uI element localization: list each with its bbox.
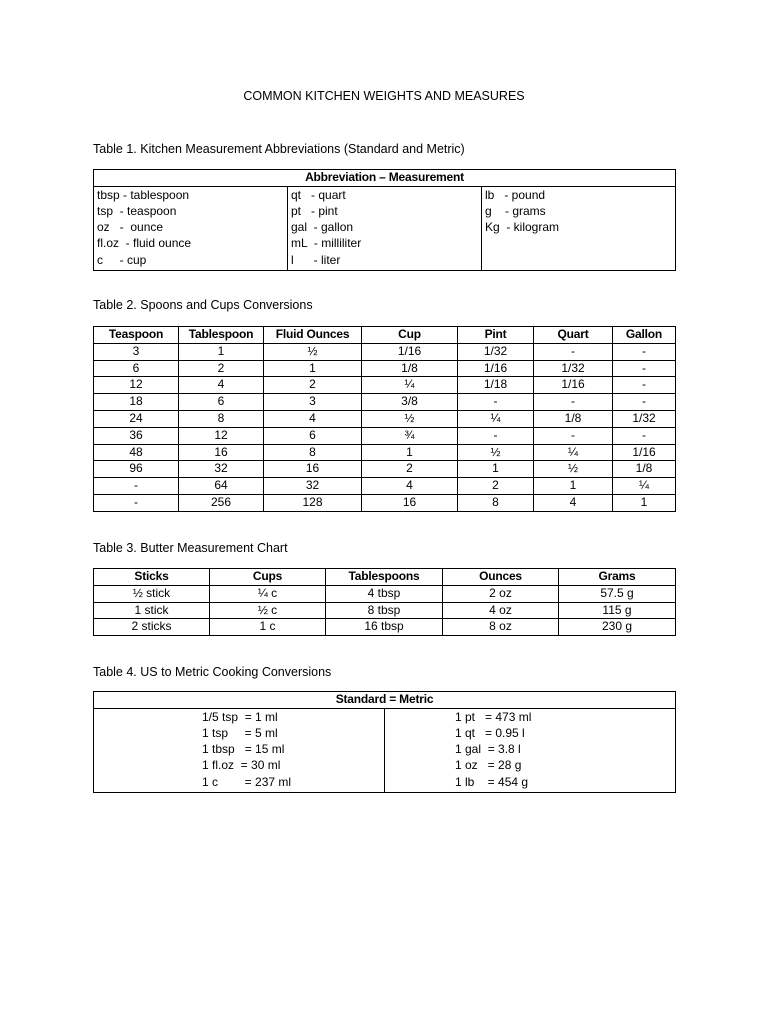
table-cell: - (458, 394, 534, 411)
table-cell: 1/8 (613, 461, 676, 478)
us-metric-table-header: Standard = Metric (94, 692, 676, 709)
table-cell: 1 (458, 461, 534, 478)
abbreviation-entry: oz - ounce (97, 220, 164, 235)
table-cell: ¼ c (210, 585, 326, 602)
conversion-entry: 1 c = 237 ml (202, 774, 292, 789)
table-cell: ½ c (210, 602, 326, 619)
conversion-entry: 1 qt = 0.95 l (455, 726, 525, 740)
table-cell: 3 (94, 343, 179, 360)
table-cell: 1 (534, 478, 613, 495)
table-cell: 1/16 (458, 360, 534, 377)
table-cell: 1/32 (613, 410, 676, 427)
table-cell: 2 (458, 478, 534, 495)
table-cell: 8 (264, 444, 362, 461)
table-row (94, 585, 676, 602)
table-cell: 8 oz (443, 619, 559, 636)
abbreviation-entry: qt - quart (291, 187, 346, 202)
table-cell: - (613, 360, 676, 377)
butter-table (93, 568, 676, 636)
conversion-entry: 1/5 tsp = 1 ml (202, 709, 278, 724)
table-header-row (94, 327, 676, 344)
table-cell: 230 g (559, 619, 676, 636)
table-cell: - (534, 427, 613, 444)
abbreviations-column-2 (288, 186, 482, 270)
table-cell: 2 sticks (94, 619, 210, 636)
table-cell: 48 (94, 444, 179, 461)
table-cell: 24 (94, 410, 179, 427)
conversion-entry: 1 lb = 454 g (455, 774, 529, 789)
table1-caption: Table 1. Kitchen Measurement Abbreviations (Standard and Metric) (93, 142, 465, 156)
table-cell: 128 (264, 494, 362, 511)
table-cell: 1 stick (94, 602, 210, 619)
table-cell: 36 (94, 427, 179, 444)
table-cell: 1/8 (362, 360, 458, 377)
table-row (94, 360, 676, 377)
table-cell: 6 (94, 360, 179, 377)
table-cell: 16 (264, 461, 362, 478)
table-cell: ¼ (534, 444, 613, 461)
abbreviation-entry: l - liter (291, 252, 341, 267)
table-cell: 1/16 (362, 343, 458, 360)
table-cell: 4 (264, 410, 362, 427)
table-cell: 6 (179, 394, 264, 411)
abbreviation-entry: c - cup (97, 252, 147, 267)
table-cell: 1 (613, 494, 676, 511)
table-cell: 1/32 (458, 343, 534, 360)
table-cell: ½ (458, 444, 534, 461)
conversion-entry: 1 gal = 3.8 l (455, 742, 521, 757)
column-header: Fluid Ounces (264, 327, 362, 344)
column-header: Cup (362, 327, 458, 344)
table-cell: ¾ (362, 427, 458, 444)
table-cell: 4 (362, 478, 458, 495)
abbreviation-entry: pt - pint (291, 204, 338, 218)
table-cell: 12 (94, 377, 179, 394)
table-cell: ½ (534, 461, 613, 478)
column-header: Tablespoon (179, 327, 264, 344)
table-cell: 1/8 (534, 410, 613, 427)
column-header: Quart (534, 327, 613, 344)
table-cell: 18 (94, 394, 179, 411)
table-row (94, 602, 676, 619)
abbreviation-entry: tsp - teaspoon (97, 204, 177, 218)
table-cell: 16 tbsp (326, 619, 443, 636)
table-cell: - (613, 343, 676, 360)
abbreviation-entry: gal - gallon (291, 220, 354, 235)
table-cell: - (94, 478, 179, 495)
table-header-row (94, 569, 676, 586)
table-cell: 16 (362, 494, 458, 511)
conversion-entry: 1 pt = 473 ml (455, 709, 532, 724)
column-header: Ounces (443, 569, 559, 586)
table-cell: 1/16 (613, 444, 676, 461)
table-cell: 1/18 (458, 377, 534, 394)
table-cell: ½ (264, 343, 362, 360)
conversion-entry: 1 tbsp = 15 ml (202, 742, 285, 757)
table-cell: 32 (179, 461, 264, 478)
table-cell: - (613, 377, 676, 394)
table-cell: 12 (179, 427, 264, 444)
table-cell: - (94, 494, 179, 511)
abbreviation-entry: Kg - kilogram (485, 220, 560, 235)
table-cell: 115 g (559, 602, 676, 619)
document-title: COMMON KITCHEN WEIGHTS AND MEASURES (243, 89, 525, 103)
table-cell: 4 tbsp (326, 585, 443, 602)
table-cell: 1/16 (534, 377, 613, 394)
table-cell: 256 (179, 494, 264, 511)
us-metric-column-2 (385, 708, 676, 792)
table-cell: 1 (264, 360, 362, 377)
abbreviation-entry: g - grams (485, 204, 546, 218)
table-cell: 2 oz (443, 585, 559, 602)
table-cell: 8 (458, 494, 534, 511)
column-header: Tablespoons (326, 569, 443, 586)
table-row (94, 343, 676, 360)
table-row (94, 478, 676, 495)
table-cell: 2 (179, 360, 264, 377)
table-cell: 4 (179, 377, 264, 394)
table-row (94, 494, 676, 511)
table-row (94, 461, 676, 478)
abbreviation-entry: tbsp - tablespoon (97, 187, 190, 202)
us-metric-column-1 (94, 708, 385, 792)
abbreviations-table-header: Abbreviation – Measurement (94, 170, 676, 187)
table-cell: 4 (534, 494, 613, 511)
table-cell: 2 (264, 377, 362, 394)
table-cell: 3 (264, 394, 362, 411)
table-cell: - (534, 394, 613, 411)
us-metric-table (93, 691, 676, 793)
abbreviation-entry: mL - milliliter (291, 236, 362, 251)
table-row (94, 410, 676, 427)
table-cell: 64 (179, 478, 264, 495)
table-cell: 4 oz (443, 602, 559, 619)
table-cell: ½ stick (94, 585, 210, 602)
table-row (94, 394, 676, 411)
table-cell: ¼ (613, 478, 676, 495)
abbreviations-column-3 (482, 186, 676, 270)
table-cell: 2 (362, 461, 458, 478)
table-cell: 3/8 (362, 394, 458, 411)
table-cell: 32 (264, 478, 362, 495)
column-header: Teaspoon (94, 327, 179, 344)
table2-caption: Table 2. Spoons and Cups Conversions (93, 298, 313, 312)
spoons-cups-table (93, 326, 676, 512)
table4-caption: Table 4. US to Metric Cooking Conversions (93, 665, 332, 679)
table-cell: 8 tbsp (326, 602, 443, 619)
column-header: Cups (210, 569, 326, 586)
column-header: Gallon (613, 327, 676, 344)
table-cell: 1 (179, 343, 264, 360)
abbreviations-table (93, 169, 676, 271)
table-cell: 1 c (210, 619, 326, 636)
table-cell: 16 (179, 444, 264, 461)
table-cell: 1 (362, 444, 458, 461)
table-cell: 96 (94, 461, 179, 478)
table-cell: - (613, 427, 676, 444)
abbreviation-entry: lb - pound (485, 187, 546, 202)
table3-caption: Table 3. Butter Measurement Chart (93, 541, 288, 555)
column-header: Sticks (94, 569, 210, 586)
table-cell: 1/32 (534, 360, 613, 377)
conversion-entry: 1 fl.oz = 30 ml (202, 758, 281, 773)
table-row (94, 427, 676, 444)
table-cell: - (613, 394, 676, 411)
table-cell: ¼ (362, 377, 458, 394)
table-row (94, 377, 676, 394)
table-cell: 57.5 g (559, 585, 676, 602)
column-header: Grams (559, 569, 676, 586)
column-header: Pint (458, 327, 534, 344)
conversion-entry: 1 oz = 28 g (455, 758, 522, 773)
table-cell: - (458, 427, 534, 444)
table-cell: ¼ (458, 410, 534, 427)
table-cell: ½ (362, 410, 458, 427)
abbreviations-column-1 (94, 186, 288, 270)
table-cell: 6 (264, 427, 362, 444)
table-cell: 8 (179, 410, 264, 427)
table-row (94, 444, 676, 461)
conversion-entry: 1 tsp = 5 ml (202, 726, 278, 740)
table-row (94, 619, 676, 636)
abbreviation-entry: fl.oz - fluid ounce (97, 236, 192, 251)
table-cell: - (534, 343, 613, 360)
